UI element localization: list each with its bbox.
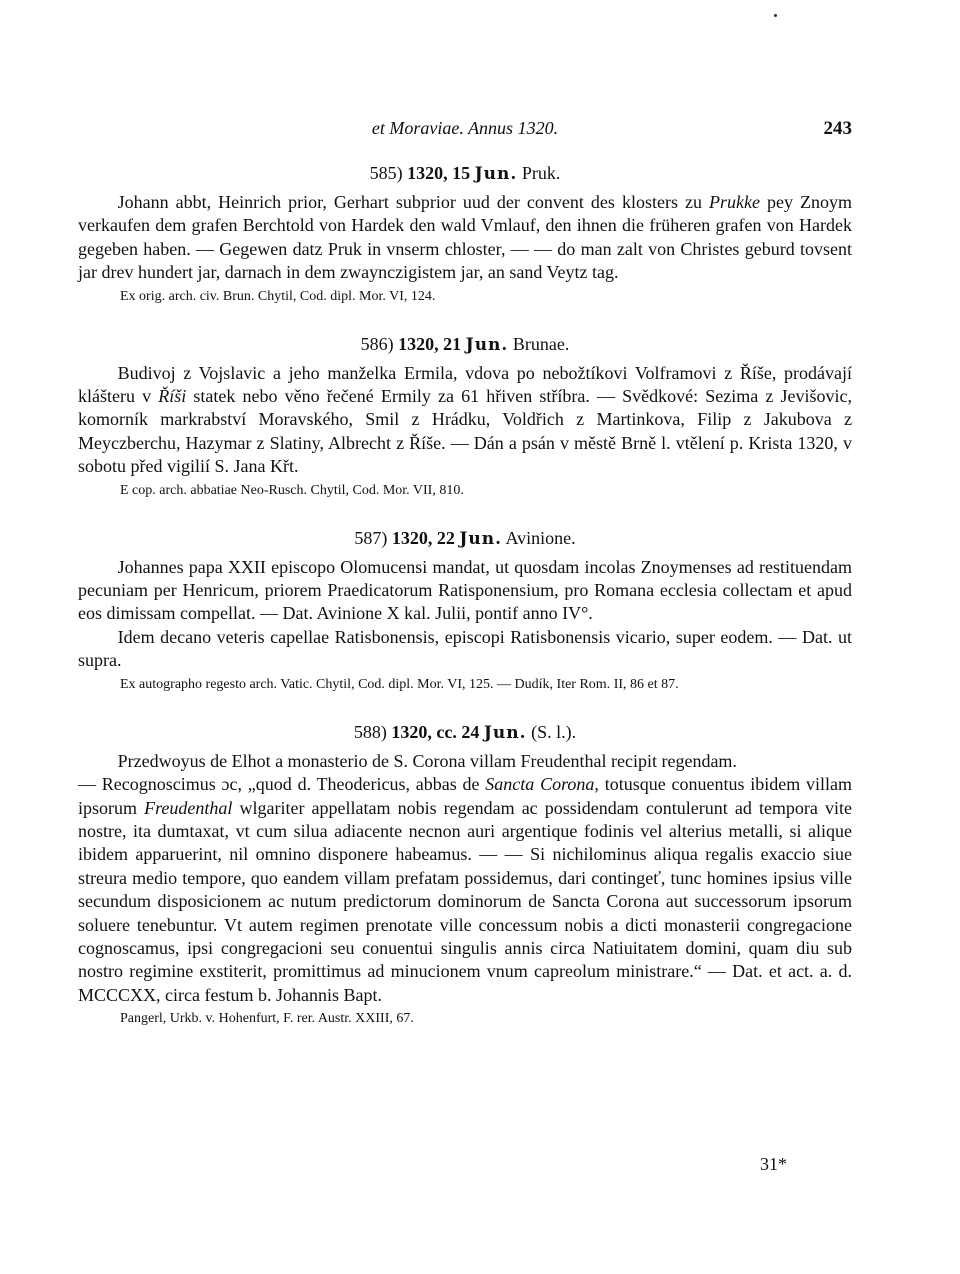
entry-heading — [78, 160, 852, 187]
entry-number: 587) — [354, 527, 388, 548]
entry-text: Johannes papa XXII episcopo Olomucensi mandat, ut quosdam incolas Znoymenses ad restituendam pecuniam per Henricum, priorem Praedicatorum Ratisponensium, pro Romana ecclesia collectam et apud eos dimissam compellat. — Dat. Avinione X kal. Julii, pontif anno IV°. — [78, 556, 852, 624]
entry-date: 1320, cc. 24 — [391, 721, 480, 742]
entry-month: Jun. — [474, 164, 518, 184]
entry-heading — [78, 719, 852, 746]
entry-text-part: pey Znoym verkaufen dem grafen Berchtold von Hardek den wald Vmlauf, den ihnen die früheren grafen von Hardek gegeben haben. — Gegewen datz Pruk in vnserm chloster, — — do man zalt von Christes geburd tovsent jar drev hundert jar, darnach in dem zwaynczigistem jar, an sand Veytz tag. — [78, 192, 852, 283]
entry-place: Pruk. — [521, 163, 561, 183]
entry-source: E cop. arch. abbatiae Neo-Rusch. Chytil, Cod. Mor. VII, 810. — [120, 482, 464, 498]
entry-month: Jun. — [459, 528, 502, 549]
entry-place: (S. l.). — [531, 721, 577, 742]
entry-text: Idem decano veteris capellae Ratisbonensis, episcopi Ratisbonensis vicario, super eodem. — Dat. ut supra. — [78, 626, 852, 671]
running-header — [78, 118, 852, 142]
entry-585 — [78, 160, 852, 307]
entry-text-part: statek nebo věno řečené Ermily za 61 hřiven stříbra. — Svědkové: Sezima z Jevišovic, komorník markrabství Moravského, Smil z Hrádku, Voldřich z Martinkova, Filip z Jakubova z Meyczberchu, Hazymar z Slatiny, Albrecht z Říše. — Dán a psán v městě Brně l. vtělení p. Krista 1320, v sobotu před vigilií S. Jana Křt. — [78, 386, 852, 477]
entry-text-italic: Sancta Corona — [485, 774, 595, 795]
entry-588 — [78, 719, 852, 1029]
entry-text-italic: Freudenthal — [144, 797, 233, 818]
entry-text-part: — Recognoscimus ɔc, „quod d. Theodericus, abbas de — [78, 774, 486, 795]
spacer — [78, 501, 852, 525]
entry-number: 588) — [353, 721, 387, 742]
entry-text — [78, 773, 852, 1007]
entry-month: Jun. — [483, 722, 527, 743]
entry-date: 1320, 22 — [391, 527, 455, 548]
entry-586 — [78, 331, 852, 501]
signature-mark: 31* — [760, 1154, 787, 1174]
entry-date: 1320, 15 — [407, 163, 471, 183]
page-number: 243 — [823, 118, 852, 139]
entry-month: Jun. — [465, 334, 509, 355]
entry-text-part: wlgariter appellatam nobis regendam ac possidendam contulerunt ad tempora vite nostre, ita dumtaxat, vt cum silua adiacente necnon auri argentique fodinis vel alterius metalli, si alique ibidem apparuerint, nil omnino disponere habeamus. — — Si nichilominus aliqua regalis exaccio siue streura medio tempore, quo eandem villam prefatam possidemus, dari contingeť, tunc homines ipsius ville secundum disposicionem ac nutum predictorum dominorum de Sancta Corona aut successorum ipsorum soluere tenebuntur. Vt autem regimen prenotate ville concessum nobis a dicti monasterii congregacione cognoscamus, ipsi congregacioni seu conuentui singulis annis circa Natiuitatem domini, quam diu sub nostro regimine exstiterit, promittimus ad minucionem vnum capreolum ministrare.“ — Dat. et act. a. d. MCCCXX, circa festum b. Johannis Bapt. — [78, 797, 852, 1005]
entry-text — [78, 362, 852, 479]
entry-text-part: , totusque conuentus ibidem villam ipsorum — [78, 774, 852, 818]
spacer — [78, 307, 852, 331]
entry-heading — [78, 525, 852, 552]
entry-place: Brunae. — [512, 333, 570, 354]
spacer — [78, 695, 852, 719]
entry-place: Avinione. — [505, 527, 576, 548]
entry-source: Ex orig. arch. civ. Brun. Chytil, Cod. dipl. Mor. VI, 124. — [120, 288, 436, 304]
entry-text-part: Johann abbt, Heinrich prior, Gerhart subprior uud der convent des klosters zu — [117, 192, 709, 212]
entry-text — [78, 191, 852, 285]
entry-text-part: Budivoj z Vojslavic a jeho manželka Ermila, vdova po nebožtíkovi Volframovi z Říše, prodávají klášteru v — [78, 362, 852, 407]
entry-text-italic: Říši — [158, 386, 187, 407]
entry-587 — [78, 525, 852, 695]
entry-text-italic: Prukke — [708, 192, 760, 212]
document-body — [78, 160, 852, 1029]
entry-source: Ex autographo regesto arch. Vatic. Chytil, Cod. dipl. Mor. VI, 125. — Dudík, Iter Rom. II, 86 et 87. — [120, 676, 679, 692]
entry-number: 586) — [360, 333, 394, 354]
entry-heading — [78, 331, 852, 358]
stray-dot — [774, 14, 777, 17]
running-title: et Moraviae. Annus 1320. — [371, 118, 559, 138]
entry-date: 1320, 21 — [398, 333, 462, 354]
entry-source: Pangerl, Urkb. v. Hohenfurt, F. rer. Austr. XXIII, 67. — [120, 1011, 414, 1027]
entry-number: 585) — [369, 163, 403, 183]
entry-text: Przedwoyus de Elhot a monasterio de S. Corona villam Freudenthal recipit regendam. — [117, 750, 737, 771]
